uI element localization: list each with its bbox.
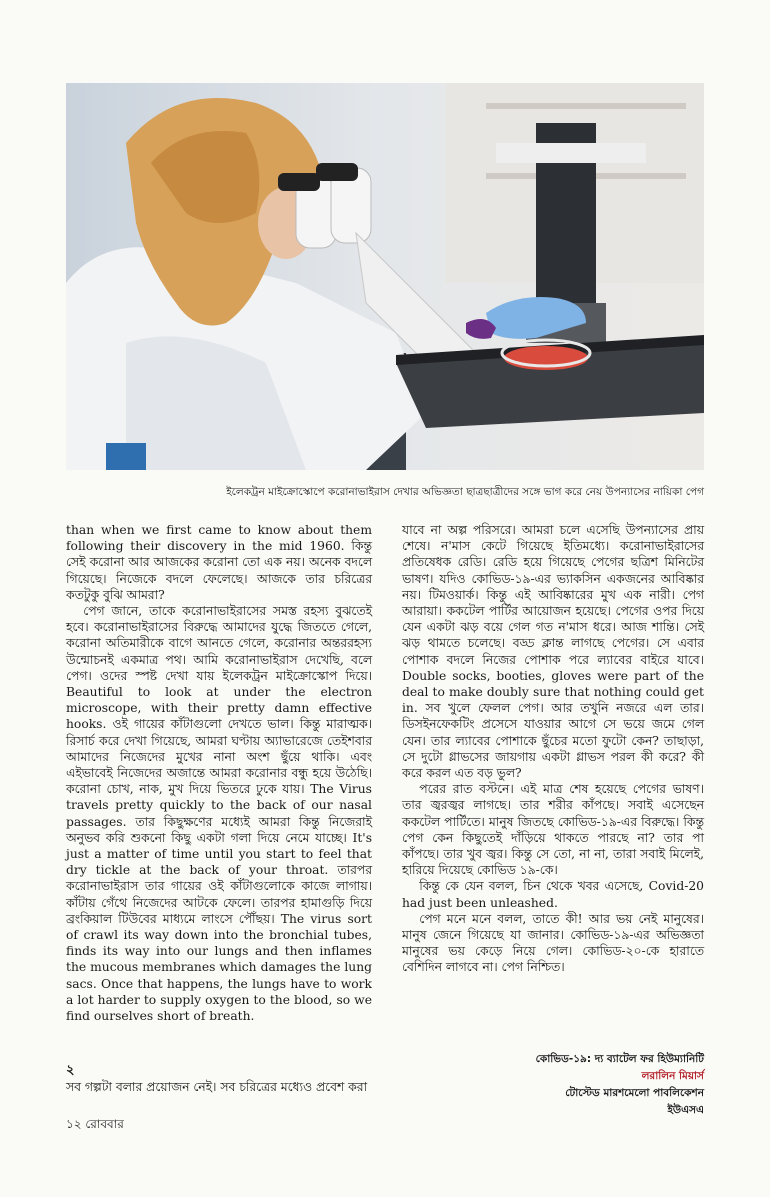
section-number: ২ [66, 1063, 75, 1078]
paragraph: পেগ জানে, তাকে করোনাভাইরাসের সমস্ত রহস্য বুঝতেই হবে। করোনাভাইরাসের বিরুদ্ধে আমাদের যুদ্ধে জিততে গেলে, করোনা অতিমারীকে বাগে আনতে গেলে, করোনার অন্তররহস্য উন্মোচনই একমাত্র পথ। আমি করোনাভাইরাস দেখেছি, বলে পেগ। ওদের স্পষ্ট দেখা যায় ইলেকট্রন মাইক্রোস্কোপ দিয়ে। Beautiful to look at under the electron microscope, with their pretty damn effective hooks. ওই গায়ের কাঁটাগুলো দেখতে ভাল। কিন্তু মারাত্মক। রিসার্চ করে দেখা গিয়েছে, আমরা ঘণ্টায় অ্যাভারেজে তেইশবার আমাদের নিজেদের মুখের নানা অংশ ছুঁয়ে থাকি। এবং এইভাবেই নিজেদের অজান্তে আমরা করোনার বন্ধু হয়ে উঠেছি। করোনা চোখ, নাক, মুখ দিয়ে ভিতরে ঢুকে যায়। The Virus travels pretty quickly to the back of our nasal passages. তার কিছুক্ষণের মধ্যেই আমরা কিন্তু নিজেরাই অনুভব করি শুকনো কিছু একটা গলা দিয়ে নেমে যাচ্ছে। It's just a matter of time until you start to feel that dry tickle at the back of your throat. তারপর করোনাভাইরাস তার গায়ের ওই কাঁটাগুলোকে কাজে লাগায়। কাঁটায় গেঁথে নিজেদের আটকে ফেলে। তারপর হামাগুড়ি দিয়ে ব্রংকিয়াল টিউবের মাধ্যমে লাংসে পৌঁছয়। The virus sort of crawl its way down into the bronchial tubes, finds its way into our lungs and then inflames the mucous membranes which damages the lung sacs. Once that happens, the lungs have to work a lot harder to supply oxygen to the blood, so we find ourselves short of breath. [66, 604, 372, 1024]
article-column-left [66, 522, 372, 1024]
book-credits [470, 1051, 704, 1119]
paragraph: যাবে না অল্প পরিসরে। আমরা চলে এসেছি উপন্যাসের প্রায় শেষে। ন'মাস কেটে গিয়েছে ইতিমধ্যে। করোনাভাইরাসের প্রতিষেধক রেডি। রেডি হয়ে গিয়েছে পেগের ছত্রিশ মিনিটের ভাষণ। যদিও কোভিড-১৯-এর ভ্যাকসিন একজনের আবিষ্কার নয়। টিমওয়ার্ক। কিন্তু এই আবিষ্কারের মুখ এক নারী। পেগ আরায়া। ককটেল পার্টির আয়োজন হয়েছে। পেগের ওপর দিয়ে যেন একটা ঝড় বয়ে গেল গত ন'মাস ধরে। আজ শান্তি। সেই ঝড় থামতে চলেছে। বড্ড ক্লান্ত লাগছে পেগের। সে এবার পোশাক বদলে নিজের পোশাক পরে ল্যাবের বাইরে যাবে। Double socks, booties, gloves were part of the deal to make doubly sure that nothing could get in. সব খুলে ফেলল পেগ। আর তখুনি নজরে এল তার। ডিসইনফেকটিং প্রসেসে যাওয়ার আগে সে ভয়ে জমে গেল যেন। তার ল্যাবের পোশাকে ছুঁচের মতো ফুটো কেন? তাছাড়া, সে দুটো গ্লাভসের জায়গায় একটা গ্লাভস পরল কী করে? কী করে করল এত বড় ভুল? [402, 523, 704, 781]
book-country: ইউএসএ [667, 1104, 704, 1116]
article-photo [66, 83, 704, 470]
book-author: লরালিন মিয়ার্স [641, 1070, 704, 1082]
page-folio: ১২ রোববার [66, 1117, 124, 1131]
article-column-right [402, 522, 704, 976]
paragraph: than when we first came to know about them following their discovery in the mid 1960. কিন্তু সেই করোনা আর আজকের করোনা তো এক নয়। অনেক বদলে গিয়েছে। নিজেকে বদলে ফেলেছে। আজকে তার চরিত্রের কতটুকু বুঝি আমরা? [66, 523, 372, 602]
researcher-microscope-illustration [66, 83, 704, 470]
book-publisher: টোস্টেড মারশমেলো পাবলিকেশন [565, 1087, 704, 1099]
paragraph: পেগ মনে মনে বলল, তাতে কী! আর ভয় নেই মানুষের। মানুষ জেনে গিয়েছে যা জানার। কোভিড-১৯-এর অভিজ্ঞতা মানুষের ভয় কেড়ে নিয়ে গেল। কোভিড-২০-কে হারাতে বেশিদিন লাগবে না। পেগ নিশ্চিত। [402, 911, 704, 975]
paragraph: পরের রাত বস্টনে। এই মাত্র শেষ হয়েছে পেগের ভাষণ। তার জ্বরজ্বর লাগছে। তার শরীর কাঁপছে। সবাই এসেছেন ককটেল পার্টিতে। মানুষ জিতছে কোভিড-১৯-এর বিরুদ্ধে। কিন্তু পেগ কেন কিছুতেই দাঁড়িয়ে থাকতে পারছে না? তার পা কাঁপছে। তার খুব জ্বর। কিন্তু সে তো, না না, তারা সবাই মিলেই, হারিয়ে দিয়েছে কোভিড ১৯-কে। [402, 782, 704, 878]
book-title: কোভিড-১৯: দ্য ব্যাটেল ফর হিউম্যানিটি [535, 1053, 704, 1065]
photo-caption: ইলেকট্রন মাইক্রোস্কোপে করোনাভাইরাস দেখার অভিজ্ঞতা ছাত্রছাত্রীদের সঙ্গে ভাগ করে নেয় উপন্যাসের নায়িকা পেগ [226, 486, 704, 498]
section-opening-line: সব গল্পটা বলার প্রয়োজন নেই। সব চরিত্রের মধ্যেও প্রবেশ করা [66, 1080, 368, 1094]
paragraph: কিন্তু কে যেন বলল, চিন থেকে খবর এসেছে, Covid-20 had just been unleashed. [402, 879, 704, 910]
